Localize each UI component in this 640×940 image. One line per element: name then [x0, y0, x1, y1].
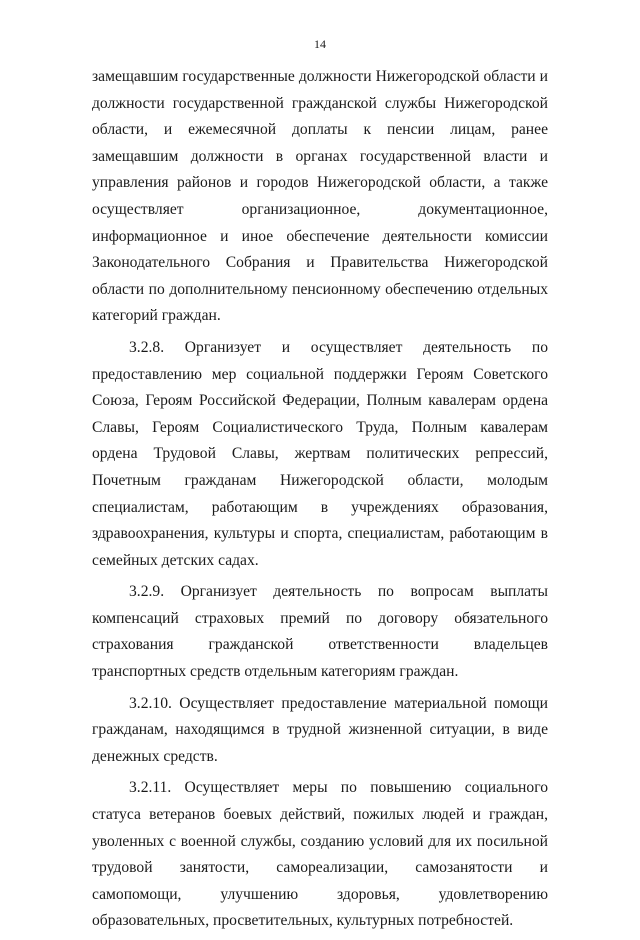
paragraph-3-2-11: 3.2.11. Осуществляет меры по повышению социального статуса ветеранов боевых действий, пожилых людей и граждан, уволенных с военной службы, созданию условий для их посильной трудовой занятости, самореализации, самозанятости и самопомощи, улучшению здоровья, удовлетворению образовательных, просветительных, культурных потребностей.: [92, 779, 548, 930]
page-number: 14: [314, 37, 326, 51]
paragraph-3-2-8: 3.2.8. Организует и осуществляет деятельность по предоставлению мер социальной поддержки Героям Советского Союза, Героям Российской Федерации, Полным кавалерам ордена Славы, Героям Социалистического Труда, Полным кавалерам ордена Трудовой Славы, жертвам политических репрессий, Почетным гражданам Нижегородской области, молодым специалистам, работающим в учреждениях образования, здравоохранения, культуры и спорта, специалистам, работающим в семейных детских садах.: [92, 338, 548, 569]
document-body: [92, 64, 548, 940]
paragraph-3-2-10: 3.2.10. Осуществляет предоставление материальной помощи гражданам, находящимся в трудной жизненной ситуации, в виде денежных средств.: [92, 694, 548, 765]
paragraph-continuation: замещавшим государственные должности Нижегородской области и должности государственной гражданской службы Нижегородской области, и ежемесячной доплаты к пенсии лицам, ранее замещавшим должности в органах государственной власти и управления районов и городов Нижегородской области, а также осуществляет организационное, документационное, информационное и иное обеспечение деятельности комиссии Законодательного Собрания и Правительства Нижегородской области по дополнительному пенсионному обеспечению отдельных категорий граждан.: [92, 68, 548, 325]
paragraph-3-2-9: 3.2.9. Организует деятельность по вопросам выплаты компенсаций страховых премий по договору обязательного страхования гражданской ответственности владельцев транспортных средств отдельным категориям граждан.: [92, 583, 548, 681]
